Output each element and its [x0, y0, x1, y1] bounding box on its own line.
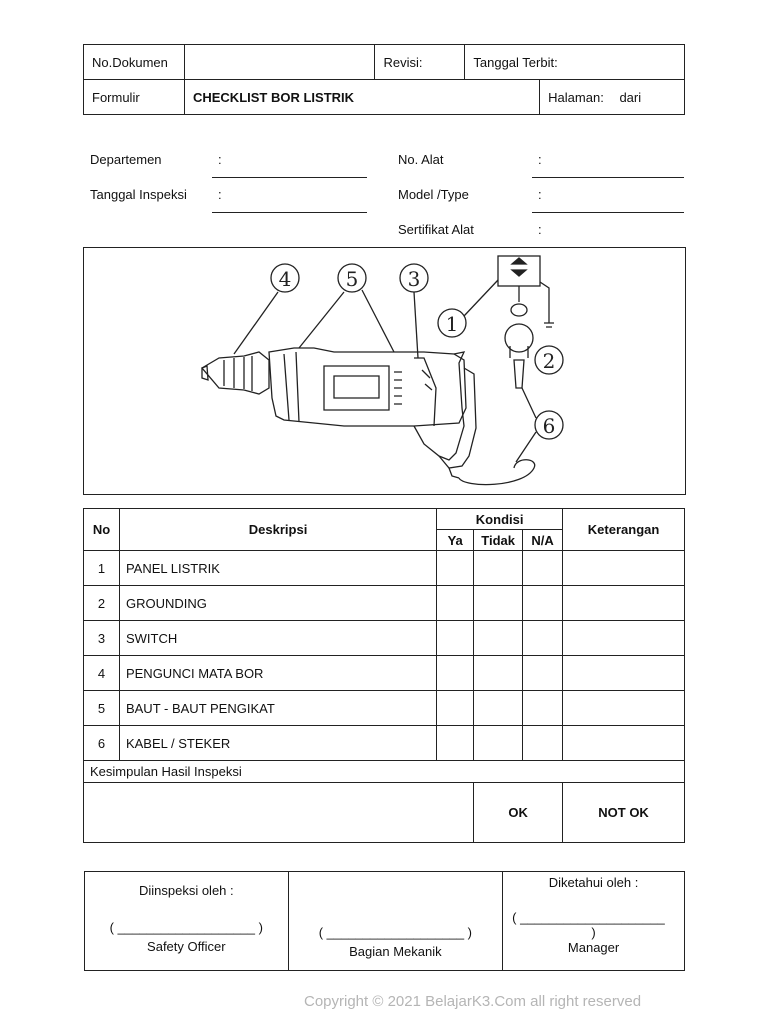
halaman-label: Halaman:	[548, 89, 604, 105]
col-kondisi-header: Kondisi	[437, 509, 563, 530]
safety-officer-sign-line: ( ___________________ )	[109, 920, 263, 935]
keterangan-cell[interactable]	[563, 621, 685, 656]
row-desc: BAUT - BAUT PENGIKAT	[119, 691, 436, 726]
row-no: 3	[84, 621, 120, 656]
kesimpulan-notes-cell[interactable]	[84, 783, 474, 843]
col-keterangan-header: Keterangan	[563, 509, 685, 551]
departemen-colon: :	[218, 152, 222, 167]
ya-cell[interactable]	[437, 656, 474, 691]
row-desc: KABEL / STEKER	[119, 726, 436, 761]
svg-text:2: 2	[542, 349, 556, 373]
form-title: CHECKLIST BOR LISTRIK	[184, 80, 539, 115]
inspector-signature-cell[interactable]	[85, 872, 289, 971]
table-row	[84, 551, 685, 586]
keterangan-cell[interactable]	[563, 551, 685, 586]
ya-cell[interactable]	[437, 691, 474, 726]
na-cell[interactable]	[523, 586, 563, 621]
na-cell[interactable]	[523, 551, 563, 586]
halaman-cell	[540, 80, 685, 115]
copyright-text: Copyright © 2021 BelajarK3.Com all right reserved	[304, 993, 642, 1010]
row-desc: PANEL LISTRIK	[119, 551, 436, 586]
model-type-colon: :	[538, 187, 542, 202]
ya-cell[interactable]	[437, 726, 474, 761]
na-cell[interactable]	[523, 621, 563, 656]
no-alat-label: No. Alat	[398, 152, 444, 167]
col-na-header: N/A	[523, 530, 563, 551]
svg-text:3: 3	[407, 267, 421, 291]
col-tidak-header: Tidak	[474, 530, 523, 551]
manager-sign-line-left: ( ____________________	[512, 910, 665, 925]
manager-signature-cell[interactable]	[503, 872, 685, 971]
no-alat-field[interactable]	[532, 177, 684, 178]
kesimpulan-label: Kesimpulan Hasil Inspeksi	[84, 761, 685, 783]
manager-label: Manager	[567, 940, 620, 955]
svg-text:5: 5	[345, 267, 359, 291]
row-no: 6	[84, 726, 120, 761]
tidak-cell[interactable]	[474, 656, 523, 691]
tidak-cell[interactable]	[474, 586, 523, 621]
tidak-cell[interactable]	[474, 551, 523, 586]
departemen-field[interactable]	[212, 177, 367, 178]
col-no-header: No	[84, 509, 120, 551]
no-alat-colon: :	[538, 152, 542, 167]
row-no: 1	[84, 551, 120, 586]
keterangan-cell[interactable]	[563, 586, 685, 621]
table-row	[84, 586, 685, 621]
col-deskripsi-header: Deskripsi	[119, 509, 436, 551]
departemen-label: Departemen	[90, 152, 162, 167]
callout-4	[234, 264, 299, 354]
keterangan-cell[interactable]	[563, 726, 685, 761]
table-row	[84, 656, 685, 691]
callout-1	[438, 280, 498, 337]
na-cell[interactable]	[523, 726, 563, 761]
callout-3	[400, 264, 428, 358]
manager-sign-line-right: )	[591, 925, 596, 940]
table-row	[84, 621, 685, 656]
col-ya-header: Ya	[437, 530, 474, 551]
signature-table	[84, 871, 685, 971]
mechanic-signature-cell[interactable]	[288, 872, 503, 971]
no-dokumen-label: No.Dokumen	[84, 45, 185, 80]
keterangan-cell[interactable]	[563, 656, 685, 691]
no-dokumen-value[interactable]	[184, 45, 375, 80]
callout-5	[299, 264, 394, 352]
model-type-label: Model /Type	[398, 187, 469, 202]
model-type-field[interactable]	[532, 212, 684, 213]
drill-cable	[459, 460, 535, 485]
svg-text:1: 1	[445, 312, 459, 336]
tidak-cell[interactable]	[474, 621, 523, 656]
mekanik-sign-line: ( ___________________ )	[318, 925, 472, 940]
ya-cell[interactable]	[437, 551, 474, 586]
power-panel	[498, 256, 554, 327]
row-no: 2	[84, 586, 120, 621]
power-plug	[505, 304, 533, 388]
not-ok-option[interactable]: NOT OK	[563, 783, 685, 843]
row-no: 5	[84, 691, 120, 726]
tanggal-inspeksi-label: Tanggal Inspeksi	[90, 187, 187, 202]
tidak-cell[interactable]	[474, 726, 523, 761]
callout-2	[535, 346, 563, 374]
sertifikat-alat-colon: :	[538, 222, 542, 237]
svg-text:6: 6	[542, 414, 556, 438]
electric-drill-diagram	[84, 248, 685, 494]
formulir-label: Formulir	[84, 80, 185, 115]
safety-officer-label: Safety Officer	[147, 939, 226, 954]
document-header-table	[83, 44, 685, 115]
callout-6	[516, 388, 563, 462]
tanggal-inspeksi-field[interactable]	[212, 212, 367, 213]
keterangan-cell[interactable]	[563, 691, 685, 726]
table-row	[84, 726, 685, 761]
na-cell[interactable]	[523, 691, 563, 726]
drill-body	[269, 348, 466, 426]
row-no: 4	[84, 656, 120, 691]
drill-diagram-box	[83, 247, 686, 495]
svg-text:4: 4	[278, 267, 292, 291]
row-desc: SWITCH	[119, 621, 436, 656]
revisi-label: Revisi:	[375, 45, 465, 80]
dari-label: dari	[619, 89, 642, 105]
ya-cell[interactable]	[437, 586, 474, 621]
bagian-mekanik-label: Bagian Mekanik	[349, 944, 442, 959]
drill-chuck	[202, 352, 269, 394]
checklist-table	[83, 508, 685, 843]
na-cell[interactable]	[523, 656, 563, 691]
tidak-cell[interactable]	[474, 691, 523, 726]
sertifikat-alat-label: Sertifikat Alat	[398, 222, 474, 237]
tanggal-inspeksi-colon: :	[218, 187, 222, 202]
diinspeksi-label: Diinspeksi oleh :	[138, 883, 234, 898]
ya-cell[interactable]	[437, 621, 474, 656]
diketahui-label: Diketahui oleh :	[548, 875, 639, 890]
table-row	[84, 691, 685, 726]
row-desc: GROUNDING	[119, 586, 436, 621]
tanggal-terbit-label: Tanggal Terbit:	[465, 45, 685, 80]
row-desc: PENGUNCI MATA BOR	[119, 656, 436, 691]
ok-option[interactable]: OK	[474, 783, 563, 843]
